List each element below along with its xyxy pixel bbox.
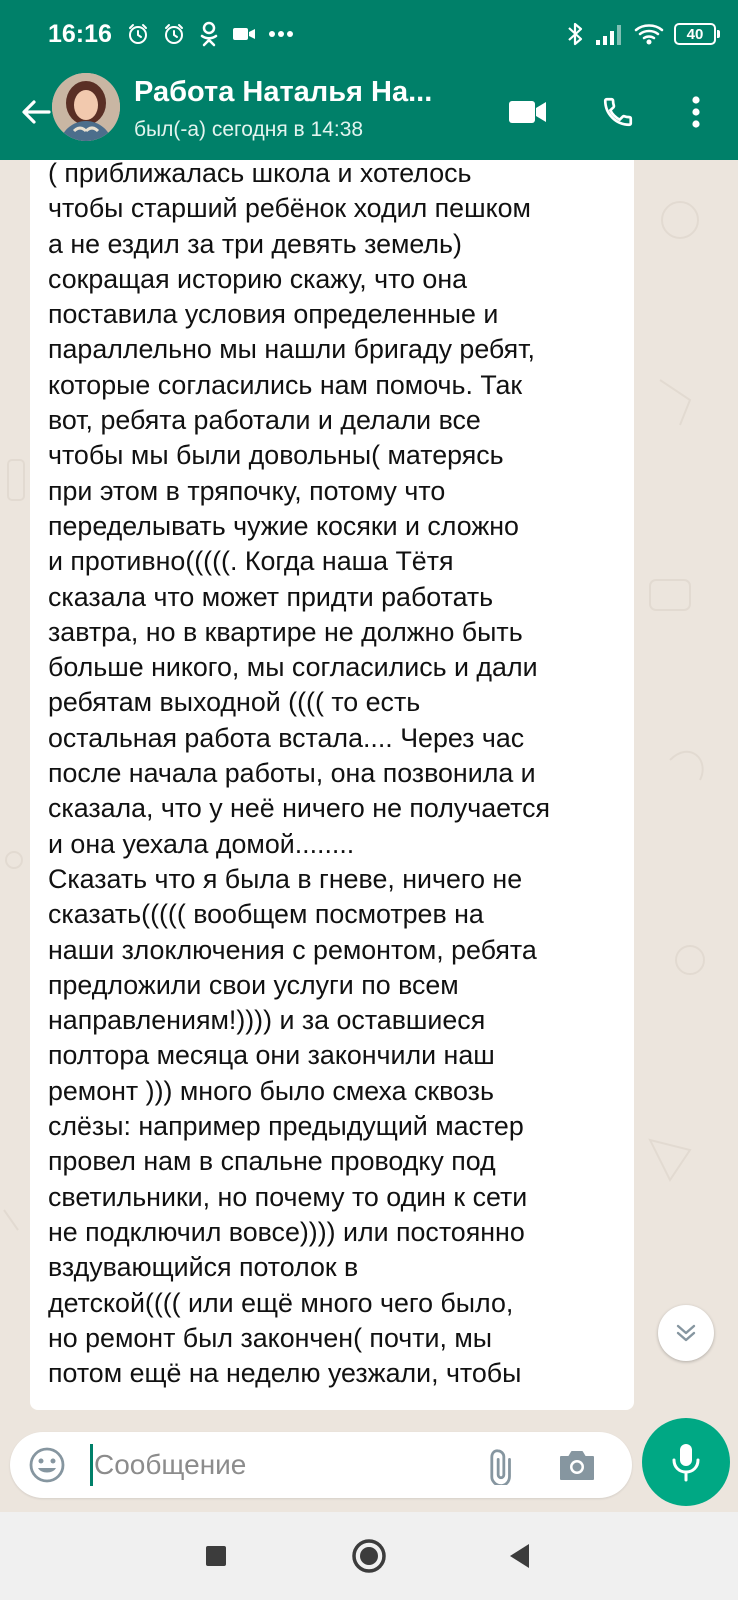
emoji-button[interactable] [24, 1442, 70, 1488]
status-bar [0, 0, 738, 68]
more-notifications-icon [268, 30, 294, 38]
scroll-to-bottom-button[interactable] [658, 1305, 714, 1361]
status-icons-right [566, 21, 716, 47]
contact-name[interactable]: Работа Наталья На... [134, 76, 433, 108]
message-input[interactable] [94, 1442, 394, 1488]
circle-icon [351, 1538, 387, 1574]
phone-icon [601, 95, 635, 129]
odnoklassniki-icon [198, 21, 220, 47]
voice-record-button[interactable] [642, 1418, 730, 1506]
more-vert-icon [691, 95, 701, 129]
system-nav-bar [0, 1512, 738, 1600]
alarm-icon-secondary [162, 22, 186, 46]
recent-apps-button[interactable] [192, 1532, 240, 1580]
last-seen: был(-а) сегодня в 14:38 [134, 118, 364, 141]
status-icons-left [126, 21, 294, 47]
battery-level: 40 [686, 25, 704, 43]
message-text[interactable]: ( приближалась школа и хотелось чтобы старший ребёнок ходил пешком а не ездил за три девять земель) сокращая историю скажу, что она поставила условия определенные и параллельно мы нашли бригаду ребят, которые согласились нам помочь. Так вот, ребята работали и делали все чтобы мы были довольны( матерясь при этом в тряпочку, потому что переделывать чужие косяки и сложно и противно(((((. Когда наша Тётя сказала что может придти работать завтра, но в квартире не должно быть больше никого, мы согласились и дали ребятам выходной (((( то есть остальная работа встала.... Через час после начала работы, она позвонила и сказала, что у неё ничего не получается и она уехала домой........ Сказать что я была в гневе, ничего не сказать((((( вообщем посмотрев на наши злоключения с ремонтом, ребята предложили свои услуги по всем направлениям!)))) и за оставшиеся полтора месяца они закончили наш ремонт ))) много было смеха сквозь слёзы: например предыдущий мастер провел нам в спальне проводку под светильники, но почему то один к сети не подключил вовсе)))) или постоянно вздувающийся потолок в детской(((( или ещё много чего было, но ремонт был закончен( почти, мы потом ещё на неделю уезжали, чтобы [48, 160, 551, 1389]
avatar[interactable] [52, 73, 120, 141]
message-composer [10, 1432, 632, 1498]
chat-header [0, 68, 738, 160]
message-bubble[interactable] [30, 160, 634, 1410]
video-camera-icon [508, 98, 548, 126]
wifi-icon [634, 22, 664, 46]
microphone-icon [669, 1441, 703, 1483]
bluetooth-icon [566, 21, 584, 47]
system-back-button[interactable] [496, 1532, 544, 1580]
more-options-button[interactable] [668, 84, 724, 140]
alarm-icon [126, 22, 150, 46]
emoji-icon [27, 1445, 67, 1485]
double-chevron-down-icon [673, 1320, 699, 1346]
home-button[interactable] [345, 1532, 393, 1580]
video-call-button[interactable] [500, 84, 556, 140]
camera-button[interactable] [554, 1442, 600, 1488]
video-notification-icon [232, 25, 256, 43]
avatar-image [52, 73, 120, 141]
triangle-back-icon [507, 1542, 533, 1570]
text-cursor [90, 1444, 93, 1486]
square-icon [204, 1544, 228, 1568]
attach-button[interactable] [478, 1442, 524, 1488]
voice-call-button[interactable] [590, 84, 646, 140]
paperclip-icon [481, 1445, 521, 1485]
arrow-left-icon [19, 95, 53, 129]
camera-icon [557, 1447, 597, 1483]
signal-icon [594, 22, 624, 46]
status-time: 16:16 [48, 19, 112, 48]
chat-area[interactable] [0, 160, 738, 1410]
battery-indicator [674, 23, 716, 45]
